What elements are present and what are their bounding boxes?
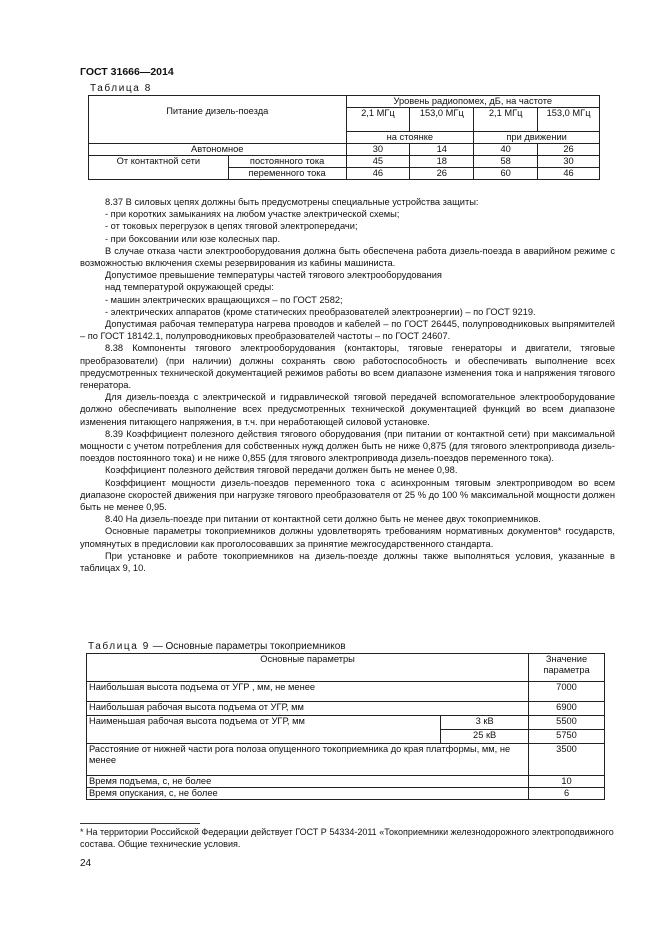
- table8-cell: 26: [538, 144, 600, 156]
- paragraph: - электрических аппаратов (кроме статических преобразователей электроэнергии) – по ГОСТ 9219.: [105, 306, 536, 317]
- document-header: ГОСТ 31666—2014: [80, 66, 174, 78]
- table-row: [87, 682, 605, 702]
- table8-freq-2: 153,0 МГц: [410, 108, 474, 132]
- paragraph: Допустимая рабочая температура нагрева проводов и кабелей – по ГОСТ 26445, полупроводниковых выпрямителей – по ГОСТ 18142.1, полупроводниковых преобразователей частоты – по ГОСТ 24607.: [80, 319, 615, 342]
- table-row: [89, 144, 600, 156]
- table8-mode-move: при движении: [474, 132, 600, 144]
- table8-row-label: Автономное: [89, 144, 347, 156]
- table9-value: 5750: [529, 730, 605, 744]
- table9-caption: [88, 641, 346, 652]
- paragraph: 8.39 Коэффициент полезного действия тягового оборудования (при питании от контактной сети) при максимальной мощности с учетом потребления для собственных нужд должен быть не ниже 0,875 (для тягового электропривода дизель-поездов постоянного тока) и не ниже 0,855 (для тягового электропривода дизель-поездов переменного тока).: [80, 428, 615, 464]
- table8-cell: 40: [474, 144, 538, 156]
- table8-cell: 45: [346, 156, 410, 168]
- table-row: [87, 776, 605, 788]
- footnote: * На территории Российской Федерации действует ГОСТ Р 54334-2011 «Токоприемники железнодорожного электроподвижного состава. Общие технические условия.: [80, 827, 614, 849]
- table8-cell: 30: [538, 156, 600, 168]
- table8-freq-1: 2,1 МГц: [346, 108, 410, 132]
- table8-cell: 14: [410, 144, 474, 156]
- body-text: [80, 196, 615, 574]
- table9: [86, 653, 605, 800]
- table9-value: 5500: [529, 716, 605, 730]
- table9-header-param: Основные параметры: [87, 654, 529, 682]
- table8-cell: 26: [410, 168, 474, 180]
- table8-cell: 30: [346, 144, 410, 156]
- table8-freq-3: 2,1 МГц: [474, 108, 538, 132]
- paragraph: Коэффициент мощности дизель-поездов переменного тока с асинхронным тяговым электроприводом во всем диапазоне скоростей движения при нагрузке тягового преобразователя от 25 % до 100 % максимальной мощности должен быть не менее 0,95.: [80, 477, 615, 513]
- table8-row-sub: переменного тока: [228, 168, 346, 180]
- paragraph: Коэффициент полезного действия тяговой передачи должен быть не менее 0,98.: [105, 465, 458, 476]
- footnote-divider: [80, 823, 200, 824]
- paragraph: В случае отказа части электрооборудования должна быть обеспечена работа дизель-поезда в аварийном режиме с возможностью включения схемы резервирования из кабины машиниста.: [80, 245, 615, 269]
- table9-sub: 25 кВ: [441, 730, 529, 744]
- paragraph: 8.37 В силовых цепях должны быть предусмотрены специальные устройства защиты:: [105, 197, 479, 207]
- table8-cell: 46: [346, 168, 410, 180]
- paragraph: - от токовых перегрузок в цепях тяговой электропередачи;: [105, 221, 358, 232]
- paragraph: над температурой окружающей среды:: [105, 282, 274, 293]
- table9-caption-label: Таблица 9: [88, 641, 150, 652]
- page-number: 24: [80, 858, 92, 869]
- paragraph: - при коротких замыканиях на любом участке электрической схемы;: [105, 209, 400, 220]
- table9-param: Наибольшая рабочая высота подъема от УГР, мм: [87, 702, 529, 716]
- table-row: [87, 788, 605, 800]
- table9-param: Наибольшая высота подъема от УГР , мм, не менее: [87, 682, 529, 702]
- table9-value: 6900: [529, 702, 605, 716]
- paragraph: Допустимое превышение температуры частей тягового электрооборудования: [105, 270, 442, 281]
- table9-value: 6: [529, 788, 605, 800]
- table8-cell: 18: [410, 156, 474, 168]
- paragraph: 8.40 На дизель-поезде при питании от контактной сети должно быть не менее двух токоприемников.: [105, 514, 541, 525]
- table9-header-value: Значение параметра: [529, 654, 605, 682]
- table9-param: Время подъема, с, не более: [87, 776, 529, 788]
- table9-param: Расстояние от нижней части рога полоза опущенного токоприемника до края платформы, мм, не менее: [87, 744, 529, 776]
- table8-cell: 46: [538, 168, 600, 180]
- table9-param: Наименьшая рабочая высота подъема от УГР, мм: [87, 716, 441, 744]
- table-row: [87, 744, 605, 776]
- table9-param: Время опускания, с, не более: [87, 788, 529, 800]
- paragraph: - при боксовании или юзе колесных пар.: [105, 233, 281, 244]
- table9-value: 3500: [529, 744, 605, 776]
- table8-cell: 60: [474, 168, 538, 180]
- table8-header-level: Уровень радиопомех, дБ, на частоте: [346, 96, 600, 108]
- table9-value: 7000: [529, 682, 605, 702]
- table8-row-label: От контактной сети: [89, 156, 229, 180]
- paragraph: Основные параметры токоприемников должны удовлетворять требованиям нормативных документов* государств, упомянутых в предисловии как проголосовавших за принятие межгосударственного стандарта.: [80, 526, 615, 549]
- table8-freq-4: 153,0 МГц: [538, 108, 600, 132]
- table-row: [87, 702, 605, 716]
- table9-value: 10: [529, 776, 605, 788]
- table-row: [87, 716, 605, 730]
- table9-caption-title: — Основные параметры токоприемников: [149, 641, 346, 652]
- table8-cell: 58: [474, 156, 538, 168]
- paragraph: 8.38 Компоненты тягового электрооборудования (контакторы, тяговые генераторы и двигатели, тяговые преобразователи) (при наличии) должны сохранять свою работоспособность и обеспечивать выполнение всех предусмотренных технической документацией режимов работы во всем диапазоне изменения тока и напряжения тягового генератора.: [80, 343, 615, 391]
- table8-caption: Таблица 8: [90, 83, 152, 94]
- paragraph: Для дизель-поезда с электрической и гидравлической тяговой передачей вспомогательное электрооборудование должно обеспечивать выполнение всех предусмотренных технической документацией функций во всем диапазоне изменения питающего напряжения, в т.ч. при неработающей силовой установке.: [80, 392, 615, 427]
- paragraph: При установке и работе токоприемников на дизель-поезде должны также выполняться условия, указанные в таблицах 9, 10.: [80, 550, 615, 574]
- table8: [88, 95, 600, 180]
- table9-sub: 3 кВ: [441, 716, 529, 730]
- table8-header-power: Питание дизель-поезда: [89, 96, 347, 144]
- paragraph: - машин электрических вращающихся – по ГОСТ 2582;: [105, 294, 343, 305]
- table8-row-sub: постоянного тока: [228, 156, 346, 168]
- table8-mode-stop: на стоянке: [346, 132, 474, 144]
- table-row: [89, 156, 600, 168]
